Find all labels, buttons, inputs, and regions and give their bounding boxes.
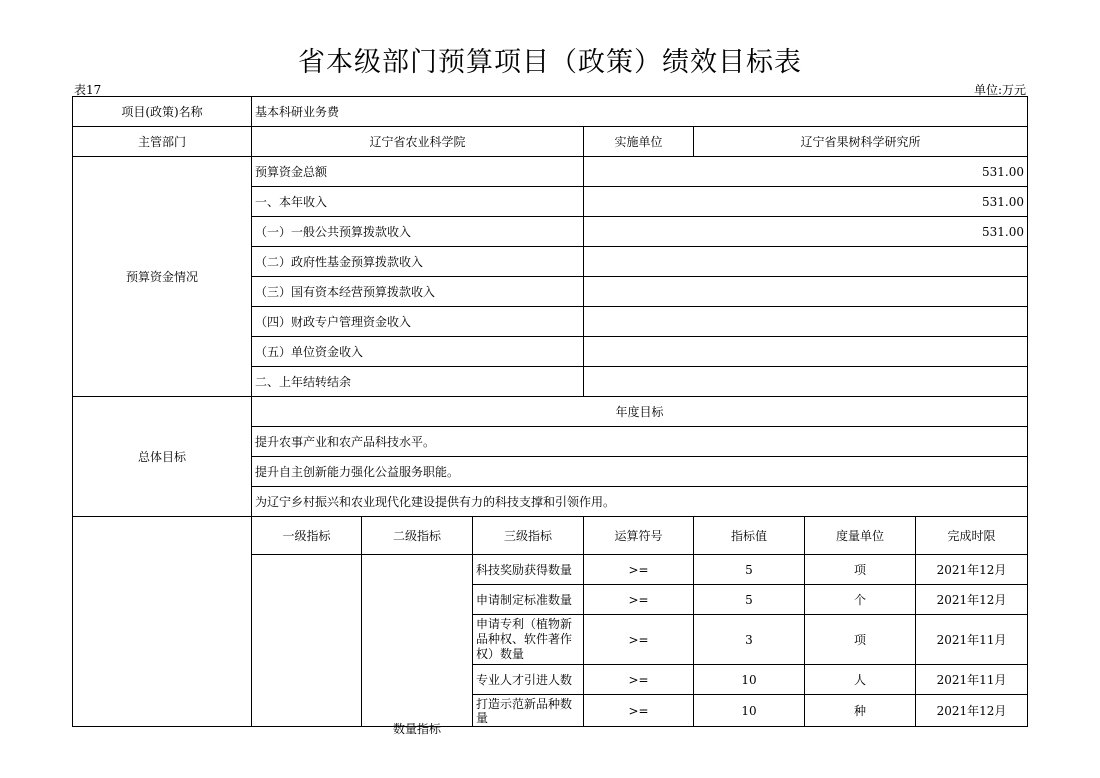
indicator-value: 5 bbox=[694, 555, 805, 585]
indicator-name: 打造示范新品种数量 bbox=[473, 695, 584, 727]
first-level-cell bbox=[252, 555, 362, 727]
indicator-op: >= bbox=[584, 555, 694, 585]
indicator-unit: 个 bbox=[805, 585, 916, 615]
indicator-name: 科技奖励获得数量 bbox=[473, 555, 584, 585]
project-name-row bbox=[73, 97, 1028, 127]
indicator-unit: 项 bbox=[805, 615, 916, 665]
indicator-section-cell bbox=[73, 517, 252, 727]
indicator-header-row bbox=[73, 517, 1028, 555]
indicator-unit: 项 bbox=[805, 555, 916, 585]
goal-item: 提升自主创新能力强化公益服务职能。 bbox=[252, 457, 1028, 487]
dept-label: 主管部门 bbox=[73, 127, 252, 157]
second-level-cell bbox=[362, 555, 473, 736]
budget-row-label: （四）财政专户管理资金收入 bbox=[252, 307, 584, 337]
indicator-value: 3 bbox=[694, 615, 805, 665]
budget-row-value: 531.00 bbox=[584, 157, 1028, 187]
indicator-header: 指标值 bbox=[694, 517, 805, 555]
impl-label: 实施单位 bbox=[584, 127, 694, 157]
indicator-unit: 种 bbox=[805, 695, 916, 727]
indicator-value: 5 bbox=[694, 585, 805, 615]
indicator-op: >= bbox=[584, 695, 694, 727]
impl-value: 辽宁省果树科学研究所 bbox=[694, 127, 1028, 157]
project-name-label: 项目(政策)名称 bbox=[73, 97, 252, 127]
indicator-header: 运算符号 bbox=[584, 517, 694, 555]
indicator-name: 申请制定标准数量 bbox=[473, 585, 584, 615]
page-title: 省本级部门预算项目（政策）绩效目标表 bbox=[298, 47, 802, 78]
budget-section-label: 预算资金情况 bbox=[73, 157, 252, 397]
budget-row-label: （二）政府性基金预算拨款收入 bbox=[252, 247, 584, 277]
performance-table-container bbox=[72, 96, 1027, 736]
budget-row-value bbox=[584, 367, 1028, 397]
budget-row-value bbox=[584, 277, 1028, 307]
indicator-name: 申请专利（植物新品种权、软件著作权）数量 bbox=[473, 615, 584, 665]
goal-item: 提升农事产业和农产品科技水平。 bbox=[252, 427, 1028, 457]
indicator-deadline: 2021年12月 bbox=[916, 555, 1028, 585]
annual-goal-label: 年度目标 bbox=[252, 397, 1028, 427]
budget-row bbox=[73, 157, 1028, 187]
budget-row-value bbox=[584, 307, 1028, 337]
indicator-deadline: 2021年11月 bbox=[916, 615, 1028, 665]
budget-row-label: （五）单位资金收入 bbox=[252, 337, 584, 367]
indicator-deadline: 2021年12月 bbox=[916, 585, 1028, 615]
indicator-deadline: 2021年12月 bbox=[916, 695, 1028, 727]
project-name-value: 基本科研业务费 bbox=[252, 97, 1028, 127]
indicator-op: >= bbox=[584, 665, 694, 695]
budget-row-value bbox=[584, 247, 1028, 277]
indicator-header: 完成时限 bbox=[916, 517, 1028, 555]
unit-label: 单位:万元 bbox=[973, 83, 1026, 97]
goal-item: 为辽宁乡村振兴和农业现代化建设提供有力的科技支撑和引领作用。 bbox=[252, 487, 1028, 517]
indicator-value: 10 bbox=[694, 665, 805, 695]
indicator-deadline: 2021年11月 bbox=[916, 665, 1028, 695]
goals-section-label: 总体目标 bbox=[73, 397, 252, 517]
table-number: 表17 bbox=[74, 83, 102, 97]
goals-header-row bbox=[73, 397, 1028, 427]
budget-row-label: 二、上年结转结余 bbox=[252, 367, 584, 397]
indicator-header: 二级指标 bbox=[362, 517, 473, 555]
indicator-header: 三级指标 bbox=[473, 517, 584, 555]
performance-table bbox=[72, 96, 1028, 736]
budget-row-label: （三）国有资本经营预算拨款收入 bbox=[252, 277, 584, 307]
indicator-op: >= bbox=[584, 585, 694, 615]
dept-value: 辽宁省农业科学院 bbox=[252, 127, 584, 157]
budget-row-value: 531.00 bbox=[584, 187, 1028, 217]
indicator-header: 度量单位 bbox=[805, 517, 916, 555]
indicator-op: >= bbox=[584, 615, 694, 665]
indicator-unit: 人 bbox=[805, 665, 916, 695]
department-row bbox=[73, 127, 1028, 157]
indicator-value: 10 bbox=[694, 695, 805, 727]
indicator-name: 专业人才引进人数 bbox=[473, 665, 584, 695]
budget-row-value bbox=[584, 337, 1028, 367]
budget-row-label: 预算资金总额 bbox=[252, 157, 584, 187]
budget-row-value: 531.00 bbox=[584, 217, 1028, 247]
budget-row-label: 一、本年收入 bbox=[252, 187, 584, 217]
indicator-header: 一级指标 bbox=[252, 517, 362, 555]
second-level-label: 数量指标 bbox=[392, 722, 441, 736]
budget-row-label: （一）一般公共预算拨款收入 bbox=[252, 217, 584, 247]
